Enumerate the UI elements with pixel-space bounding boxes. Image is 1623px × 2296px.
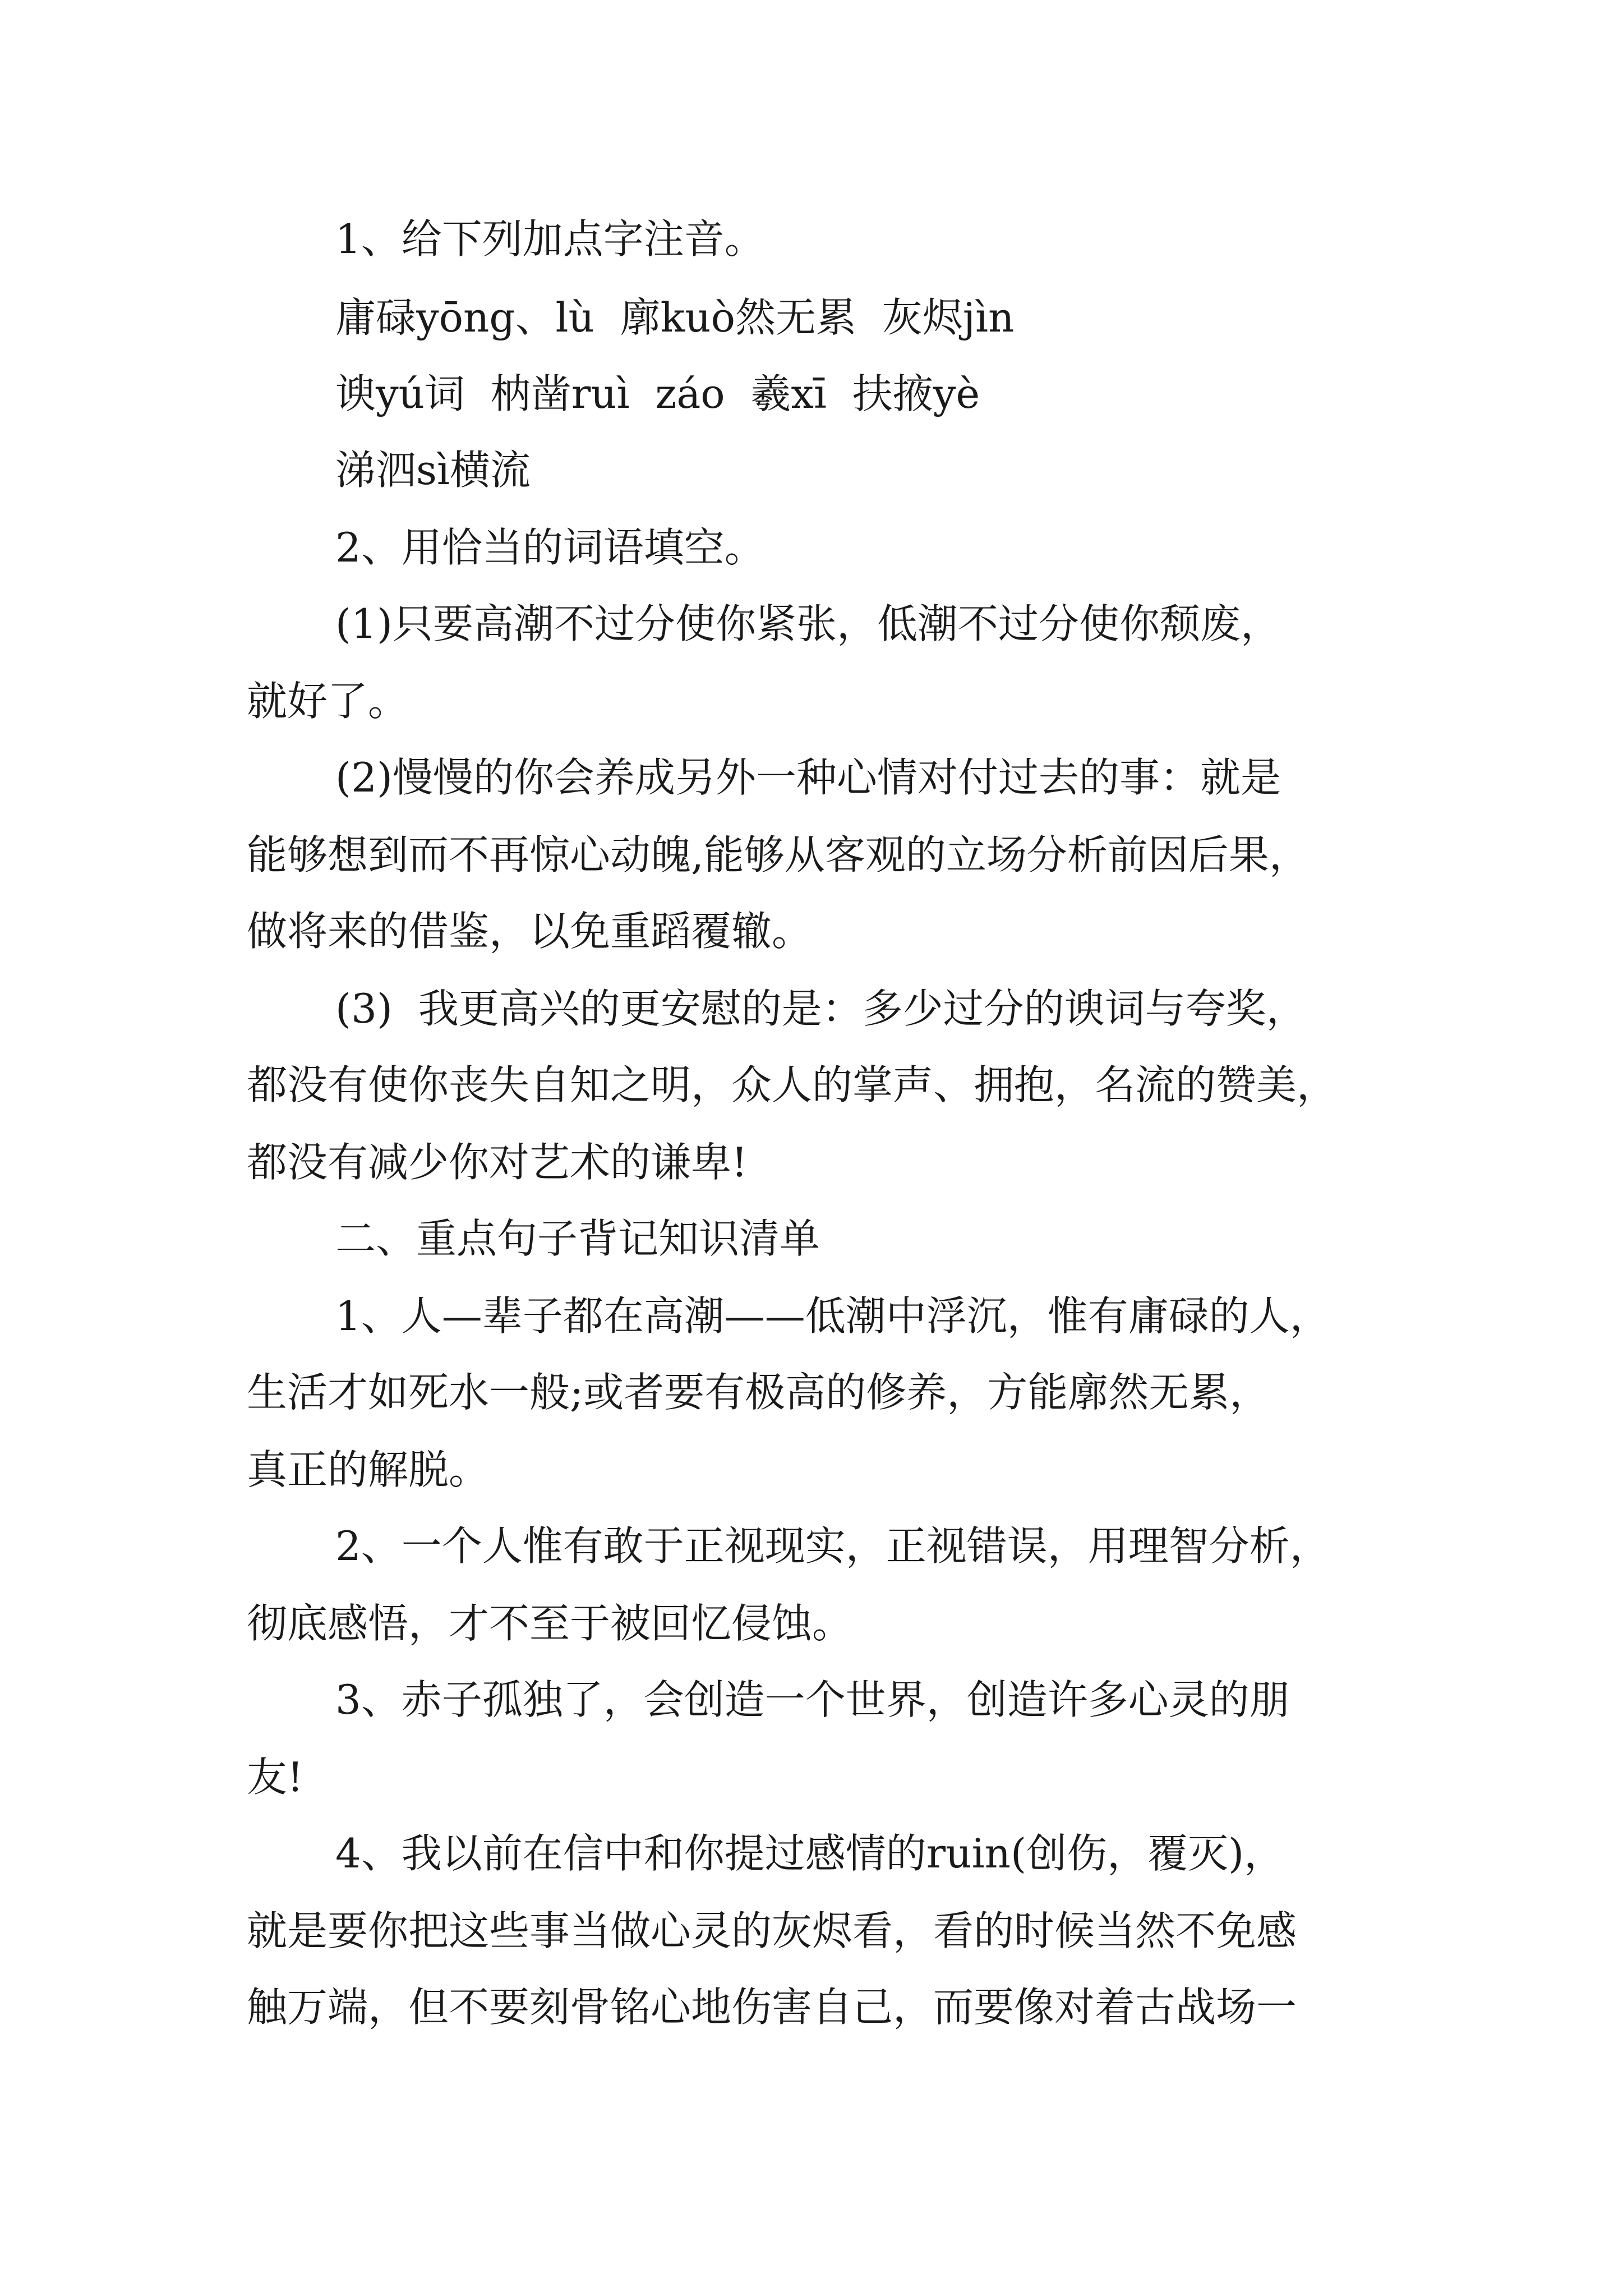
pinyin-line-2: 谀yú词 枘凿ruì záo 羲xī 扶掖yè (335, 370, 980, 417)
sentence-3-line-2: 友! (247, 1754, 303, 1801)
sentence-4-line-3: 触万端，但不要刻骨铭心地伤害自己，而要像对着古战场一 (247, 1984, 1297, 2031)
fill-item-2-line-3: 做将来的借鉴，以免重蹈覆辙。 (247, 908, 813, 955)
pinyin-line-1: 庸碌yōng、lù 廓kuò然无累 灰烬jìn (335, 294, 1015, 341)
sentence-1-line-1: 1、人—辈子都在高潮——低潮中浮沉，惟有庸碌的人， (335, 1292, 1330, 1340)
pinyin-line-3: 涕泗sì横流 (335, 447, 531, 494)
question-1-heading: 1、给下列加点字注音。 (335, 215, 765, 263)
fill-item-3-line-1: (3) 我更高兴的更安慰的是：多少过分的谀词与夸奖， (335, 985, 1307, 1032)
sentence-4-line-1: 4、我以前在信中和你提过感情的ruin(创伤，覆灭)， (335, 1830, 1285, 1877)
sentence-1-line-2: 生活才如死水一般;或者要有极高的修养，方能廓然无累， (247, 1369, 1270, 1416)
sentence-1-line-3: 真正的解脱。 (247, 1446, 490, 1493)
fill-item-3-line-3: 都没有减少你对艺术的谦卑! (247, 1139, 748, 1186)
fill-item-1-line-2: 就好了。 (247, 678, 409, 725)
sentence-3-line-1: 3、赤子孤独了，会创造一个世界，创造许多心灵的朋 (335, 1676, 1290, 1723)
fill-item-3-line-2: 都没有使你丧失自知之明，众人的掌声、拥抱，名流的赞美， (247, 1061, 1338, 1108)
question-2-heading: 2、用恰当的词语填空。 (335, 524, 765, 571)
sentence-4-line-2: 就是要你把这些事当做心灵的灰烬看，看的时候当然不免感 (247, 1907, 1297, 1954)
fill-item-2-line-2: 能够想到而不再惊心动魄,能够从客观的立场分析前因后果， (247, 831, 1310, 878)
fill-item-2-line-1: (2)慢慢的你会养成另外一种心情对付过去的事：就是 (335, 754, 1281, 801)
fill-item-1-line-1: (1)只要高潮不过分使你紧张，低潮不过分使你颓废， (335, 600, 1281, 647)
section-2-heading: 二、重点句子背记知识清单 (335, 1215, 820, 1262)
sentence-2-line-1: 2、一个人惟有敢于正视现实，正视错误，用理智分析， (335, 1522, 1330, 1570)
sentence-2-line-2: 彻底感悟，才不至于被回忆侵蚀。 (247, 1600, 853, 1647)
